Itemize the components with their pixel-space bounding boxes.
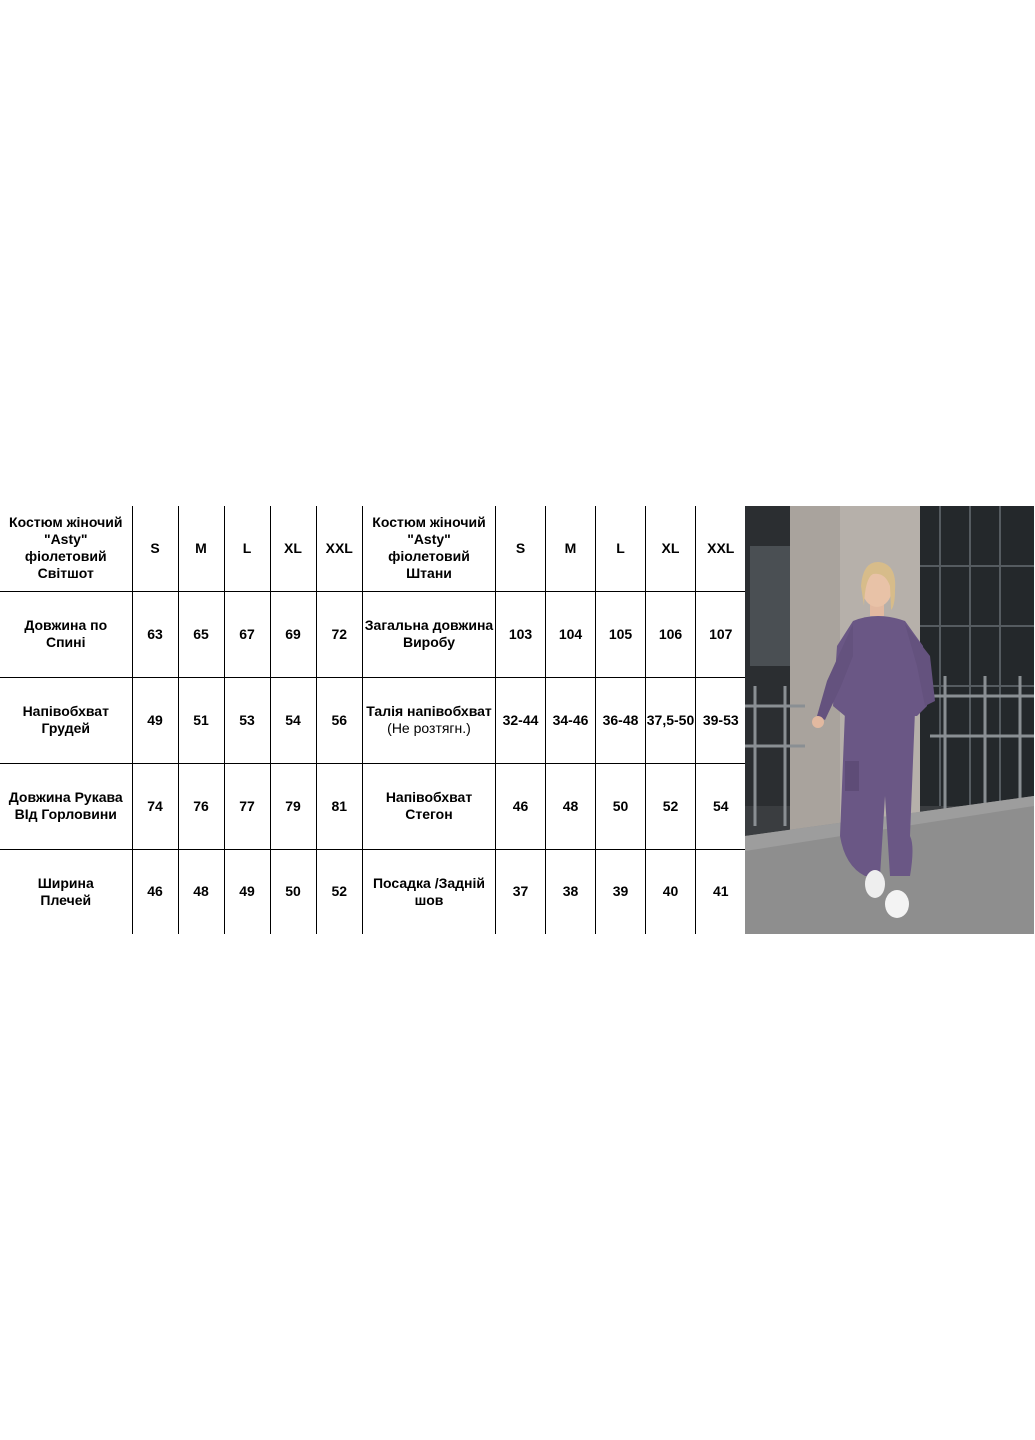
- row-label: Талія напівобхват (Не розтягн.): [363, 677, 496, 763]
- table-cell: 37,5-50: [646, 677, 696, 763]
- table-cell: 106: [646, 591, 696, 677]
- pants-size-table: [362, 506, 746, 934]
- row-label: Загальна довжина Виробу: [363, 591, 496, 677]
- table-cell: 40: [646, 849, 696, 934]
- table-cell: 56: [316, 677, 362, 763]
- table-cell: 76: [178, 763, 224, 849]
- size-header: L: [596, 506, 646, 591]
- table-cell: 52: [646, 763, 696, 849]
- table-cell: 74: [132, 763, 178, 849]
- size-header: L: [224, 506, 270, 591]
- table-row: [0, 677, 362, 763]
- table-cell: 52: [316, 849, 362, 934]
- table-cell: 54: [696, 763, 746, 849]
- sweatshirt-title: [0, 506, 132, 591]
- table-cell: 39-53: [696, 677, 746, 763]
- table-cell: 103: [496, 591, 546, 677]
- table-cell: 48: [546, 763, 596, 849]
- title-line: Костюм жіночий: [9, 514, 123, 531]
- table-row: [0, 763, 362, 849]
- table-header-row: [0, 506, 362, 591]
- row-label: Напівобхват Стегон: [363, 763, 496, 849]
- table-cell: 38: [546, 849, 596, 934]
- table-cell: 34-46: [546, 677, 596, 763]
- table-cell: 46: [496, 763, 546, 849]
- table-row: [363, 849, 746, 934]
- table-cell: 107: [696, 591, 746, 677]
- table-header-row: [363, 506, 746, 591]
- size-header: S: [132, 506, 178, 591]
- table-row: [363, 591, 746, 677]
- table-cell: 50: [596, 763, 646, 849]
- table-cell: 46: [132, 849, 178, 934]
- table-cell: 81: [316, 763, 362, 849]
- row-label: Довжина Рукава ВІд Горловини: [0, 763, 132, 849]
- size-header: XXL: [696, 506, 746, 591]
- pants-title: [363, 506, 496, 591]
- row-label: Ширина Плечей: [37, 874, 94, 908]
- table-cell: 50: [270, 849, 316, 934]
- table-cell: 69: [270, 591, 316, 677]
- title-line: фіолетовий: [24, 548, 107, 565]
- title-line: фіолетовий: [388, 548, 470, 565]
- title-line: Штани: [406, 565, 452, 582]
- table-cell: 41: [696, 849, 746, 934]
- table-row: [0, 849, 362, 934]
- size-chart: [0, 506, 1035, 934]
- table-cell: 49: [224, 849, 270, 934]
- size-header: M: [546, 506, 596, 591]
- table-cell: 67: [224, 591, 270, 677]
- table-cell: 53: [224, 677, 270, 763]
- title-line: Світшот: [37, 565, 94, 582]
- size-header: M: [178, 506, 224, 591]
- table-row: [363, 763, 746, 849]
- table-cell: 36-48: [596, 677, 646, 763]
- table-cell: 39: [596, 849, 646, 934]
- size-header: XL: [270, 506, 316, 591]
- row-label: Посадка /Задній шов: [363, 849, 496, 934]
- table-cell: 51: [178, 677, 224, 763]
- model-photo: [745, 506, 1034, 934]
- table-row: [0, 591, 362, 677]
- table-cell: 37: [496, 849, 546, 934]
- row-label: Напівобхват Грудей: [0, 677, 132, 763]
- table-cell: 63: [132, 591, 178, 677]
- table-cell: 32-44: [496, 677, 546, 763]
- table-cell: 54: [270, 677, 316, 763]
- table-cell: 65: [178, 591, 224, 677]
- size-header: XXL: [316, 506, 362, 591]
- table-cell: 77: [224, 763, 270, 849]
- table-cell: 49: [132, 677, 178, 763]
- table-cell: 79: [270, 763, 316, 849]
- table-cell: 48: [178, 849, 224, 934]
- title-line: "Asty": [43, 531, 88, 548]
- table-row: [363, 677, 746, 763]
- row-label: Довжина по Спині: [0, 591, 132, 677]
- size-header: XL: [646, 506, 696, 591]
- table-cell: 105: [596, 591, 646, 677]
- sweatshirt-size-table: [0, 506, 362, 934]
- title-line: "Asty": [407, 531, 451, 548]
- table-cell: 104: [546, 591, 596, 677]
- table-cell: 72: [316, 591, 362, 677]
- size-header: S: [496, 506, 546, 591]
- title-line: Костюм жіночий: [372, 514, 486, 531]
